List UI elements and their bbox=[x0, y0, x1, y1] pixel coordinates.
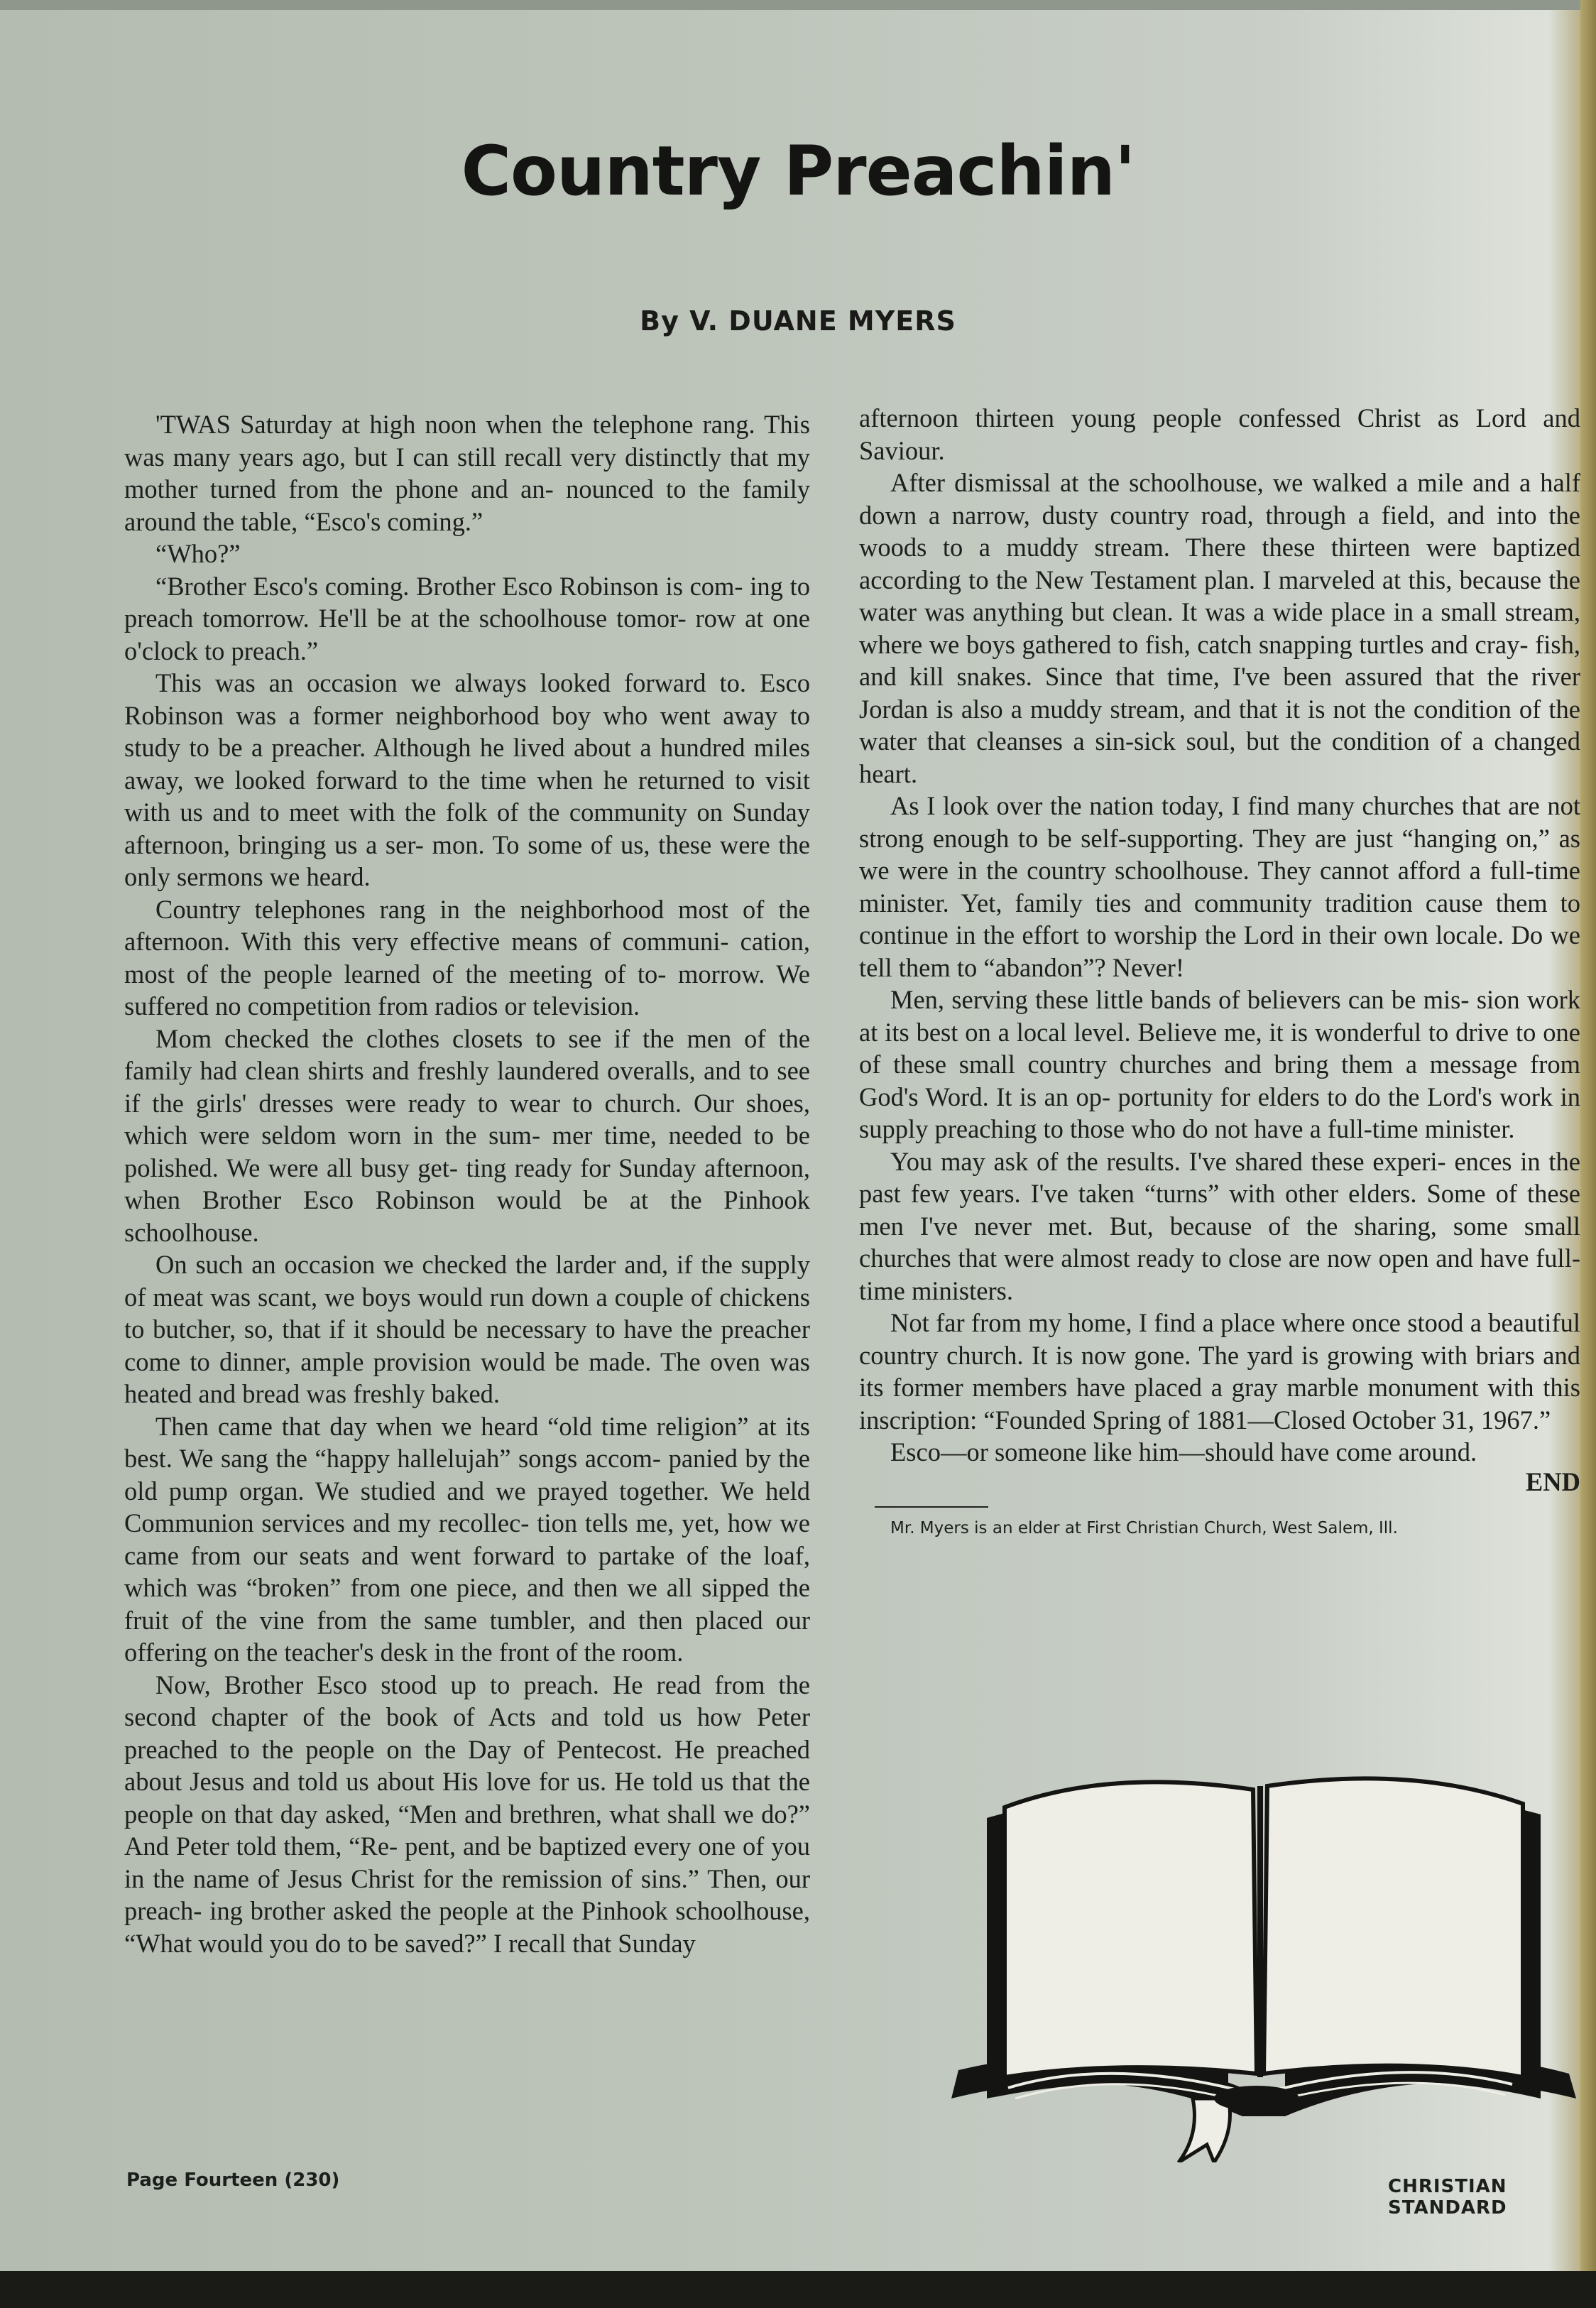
page-top-edge bbox=[0, 0, 1596, 10]
paragraph: Esco—or someone like him—should have come around. bbox=[890, 1437, 1477, 1466]
end-mark: END bbox=[1525, 1466, 1580, 1496]
paragraph: afternoon thirteen young people confessed Christ as Lord and Saviour. bbox=[859, 403, 1580, 465]
paragraph: This was an occasion we always looked forward to. Esco Robinson was a former neighborhood boy who went away to study to be a preacher. Although he lived about a hundred miles away, we looked forward to the time when he returned to visit with us and to meet with the folk of the community on Sunday afternoon, bringing us a ser- mon. To some of us, these were the only sermons we heard. bbox=[124, 668, 810, 891]
paragraph: After dismissal at the schoolhouse, we walked a mile and a half down a narrow, dusty country road, through a field, and into the woods to a muddy stream. There these thirteen were baptized according to the New Testament plan. I marveled at this, because the water was anything but clean. It was a wide place in a small stream, where we boys gathered to fish, catch snapping turtles and cray- fish, and kill snakes. Since that time, I've been assured that the river Jordan is also a muddy stream, and that it is not the condition of the water that cleanses a sin-sick soul, but the condition of a changed heart. bbox=[859, 468, 1580, 788]
paragraph: 'TWAS Saturday at high noon when the telephone rang. This was many years ago, but I can still recall very distinctly that my mother turned from the phone and an- nounced to the family around the table, “Esco's coming.” bbox=[124, 410, 810, 536]
paragraph: Then came that day when we heard “old time religion” at its best. We sang the “happy hallelujah” songs accom- panied by the old pump organ. We studied and we prayed together. We held Communion services and my recollec- tion tells me, yet, how we came from our seats and went forward to partake of the loaf, which was “broken” from one piece, and then we all sipped the fruit of the vine from the same tumbler, and then placed our offering on the teacher's desk in the front of the room. bbox=[124, 1411, 810, 1667]
paragraph: Not far from my home, I find a place where once stood a beautiful country church. It is now gone. The yard is growing with briars and its former members have placed a gray marble monument with this inscription: “Founded Spring of 1881—Closed October 31, 1967.” bbox=[859, 1308, 1580, 1435]
paragraph: “Who?” bbox=[155, 539, 241, 568]
paragraph: Country telephones rang in the neighborhood most of the afternoon. With this very effective means of communi- cation, most of the people learned of the meeting of to- morrow. We suffered no competition from radios or television. bbox=[124, 894, 810, 1020]
paragraph: “Brother Esco's coming. Brother Esco Robinson is com- ing to preach tomorrow. He'll be at the schoolhouse tomor- row at one o'clock to preach.” bbox=[124, 571, 810, 665]
paragraph: Now, Brother Esco stood up to preach. He read from the second chapter of the book of Acts and told us how Peter preached to the people on the Day of Pentecost. He preached about Jesus and told us about His love for us. He told us that the people on that day asked, “Men and brethren, what shall we do?” And Peter told them, “Re- pent, and be baptized every one of you in the name of Jesus Christ for the remission of sins.” Then, our preach- ing brother asked the people at the Pinhook schoolhouse, “What would you do to be saved?” I recall that Sunday bbox=[124, 1670, 810, 1958]
binding-edge bbox=[1580, 0, 1596, 2271]
publication-footer: CHRISTIAN STANDARD bbox=[1388, 2176, 1507, 2219]
paragraph: Men, serving these little bands of believers can be mis- sion work at its best on a local level. Believe me, it is wonderful to drive to one of these small country churches and bring them a message from God's Word. It is an op- portunity for elders to do the Lord's work in supply preaching to those who do not have a full-time minister. bbox=[859, 985, 1580, 1143]
article-title: Country Preachin' bbox=[461, 131, 1135, 211]
page-number-footer: Page Fourteen (230) bbox=[126, 2170, 340, 2191]
footnote-rule bbox=[875, 1506, 988, 1508]
paragraph: On such an occasion we checked the larder and, if the supply of meat was scant, we boys would run down a couple of chickens to butcher, so, that if it should be necessary to have the preacher come to dinner, ample provision would be made. The oven was heated and bread was freshly baked. bbox=[124, 1250, 810, 1408]
page-bottom-edge bbox=[0, 2271, 1596, 2308]
paragraph: Mom checked the clothes closets to see if the men of the family had clean shirts and freshly laundered overalls, and to see if the girls' dresses were ready to wear to church. Our shoes, which were seldom worn in the sum- mer time, needed to be polished. We were all busy get- ting ready for Sunday afternoon, when Brother Esco Robinson would be at the Pinhook schoolhouse. bbox=[124, 1023, 810, 1247]
paragraph: As I look over the nation today, I find many churches that are not strong enough to be self-supporting. They are just “hanging on,” as we were in the country schoolhouse. They cannot afford a full-time minister. Yet, family ties and community tradition cause them to continue in the effort to worship the Lord in their own locale. Do we tell them to “abandon”? Never! bbox=[859, 791, 1580, 982]
paragraph: You may ask of the results. I've shared these experi- ences in the past few years. I've taken “turns” with other elders. Some of these men I've never met. But, because of the sharing, some small churches that were almost ready to close are now open and have full-time ministers. bbox=[859, 1146, 1580, 1305]
open-bible-icon bbox=[944, 1701, 1583, 2162]
author-note: Mr. Myers is an elder at First Christian Church, West Salem, Ill. bbox=[890, 1519, 1398, 1537]
right-column bbox=[859, 402, 1580, 1539]
article-byline: By V. DUANE MYERS bbox=[640, 305, 956, 337]
left-column bbox=[124, 408, 810, 1959]
